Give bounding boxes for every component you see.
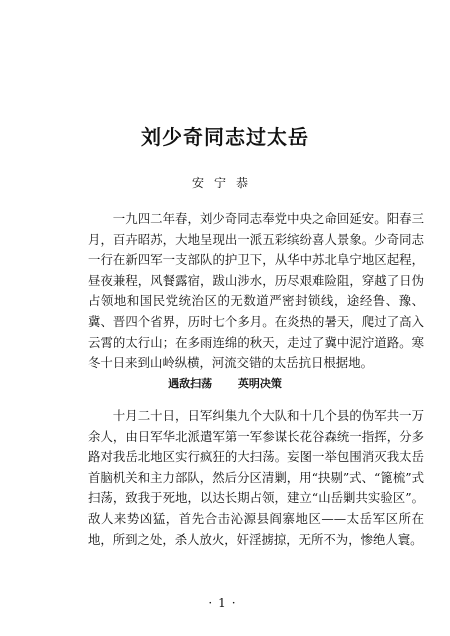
author-name: 安宁恭 xyxy=(191,176,258,190)
body-paragraph-2: 十月二十日，日军纠集九个大队和十几个县的伪军共一万余人，由日军华北派遣军第一军参谋长花谷森统一指挥，分多路对我岳北地区实行疯狂的大扫荡。妄图一举包围消灭我太岳首脑机关和主力部队，然后分区清剿，用“抉剔”式、“篦梳”式扫荡，致我于死地，以达长期占领，建立“山岳剿共实验区”。敌人来势凶猛，首先合击沁源县阎寨地区——太岳军区所在地，所到之处，杀人放火，奸淫掳掠，无所不为，惨绝人寰。 xyxy=(88,408,424,547)
subheading-right: 英明决策 xyxy=(237,377,282,390)
page-number: ·1· xyxy=(208,596,242,610)
article-title: 刘少奇同志过太岳 xyxy=(141,125,309,149)
section-subheading xyxy=(0,375,450,391)
subheading-left: 遇敌扫荡 xyxy=(168,377,213,390)
body-paragraph-1: 一九四二年春，刘少奇同志奉党中央之命回延安。阳春三月，百卉昭苏，大地呈现出一派五彩缤纷喜人景象。少奇同志一行在新四军一支部队的护卫下，从华中苏北阜宁地区起程，昼夜兼程，风餐露宿，跋山涉水，历尽艰难险阻，穿越了日伪占领地和国民党统治区的无数道严密封锁线，途经鲁、豫、冀、晋四个省界，历时七个多月。在炎热的暑天，爬过了高入云霄的太行山；在多雨连绵的秋天，走过了冀中泥泞道路。寒冬十日来到山岭纵横，河流交错的太岳抗日根据地。 xyxy=(88,211,424,371)
